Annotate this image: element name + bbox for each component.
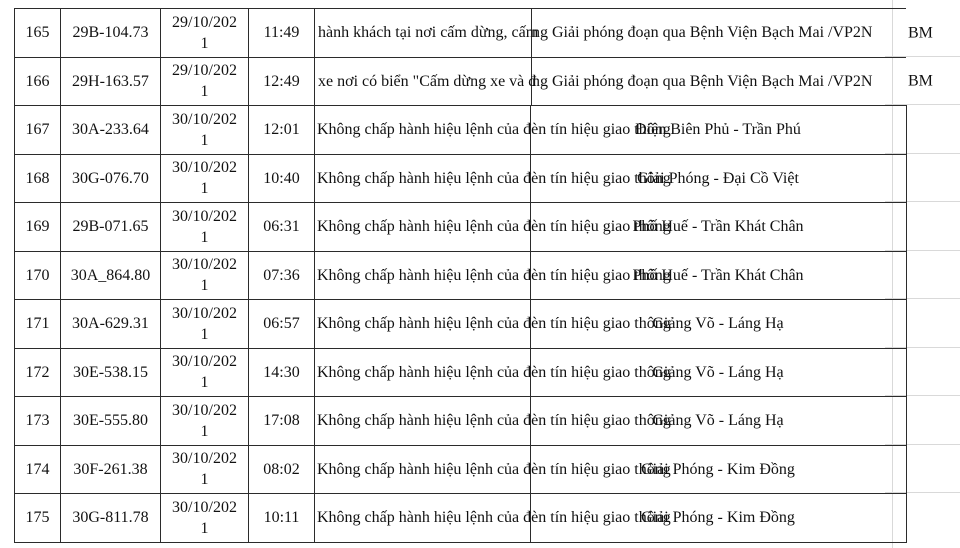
table-row[interactable] xyxy=(15,300,907,349)
overflow-place-text: ng Giải phóng đoạn qua Bệnh Viện Bạch Mai /VP2N xyxy=(532,24,873,42)
cell-stt[interactable]: 166 xyxy=(15,57,61,106)
table-row[interactable] xyxy=(15,251,907,300)
column-divider xyxy=(531,8,532,105)
cell-stt[interactable]: 165 xyxy=(15,9,61,58)
cell-place[interactable] xyxy=(530,57,933,106)
cell-plate[interactable]: 29B-104.73 xyxy=(61,9,161,58)
cell-time[interactable]: 08:02 xyxy=(249,445,315,494)
table-row[interactable] xyxy=(15,154,907,203)
cell-date[interactable]: 30/10/202 1 xyxy=(161,445,249,494)
cell-plate[interactable]: 30E-538.15 xyxy=(61,348,161,397)
cell-date[interactable]: 29/10/202 1 xyxy=(161,57,249,106)
cell-plate[interactable]: 30A-629.31 xyxy=(61,300,161,349)
cell-plate[interactable]: 30A_864.80 xyxy=(61,251,161,300)
cell-plate[interactable]: 29B-071.65 xyxy=(61,203,161,252)
cell-place[interactable]: Giải Phóng - Kim Đồng xyxy=(530,494,906,543)
violations-table-body xyxy=(15,9,933,543)
cell-stt[interactable]: 172 xyxy=(15,348,61,397)
cell-date[interactable]: 30/10/202 1 xyxy=(161,154,249,203)
cell-error[interactable]: Không chấp hành hiệu lệnh của đèn tín hiệu giao thông xyxy=(315,154,531,203)
cell-stt[interactable]: 168 xyxy=(15,154,61,203)
table-row[interactable] xyxy=(15,9,907,58)
overflow-error-text: xe nơi có biển "Cấm dừng xe và đ xyxy=(318,72,537,90)
cell-place[interactable]: Giải Phóng - Đại Cồ Việt xyxy=(530,154,906,203)
cell-place[interactable]: Giảng Võ - Láng Hạ xyxy=(530,300,906,349)
table-row[interactable] xyxy=(15,445,907,494)
cell-date[interactable]: 30/10/202 1 xyxy=(161,348,249,397)
cell-time[interactable]: 11:49 xyxy=(249,9,315,58)
cell-error[interactable] xyxy=(315,57,537,106)
violations-table xyxy=(14,8,933,543)
cell-plate[interactable]: 30G-811.78 xyxy=(61,494,161,543)
table-row[interactable] xyxy=(15,348,907,397)
cell-error[interactable]: Không chấp hành hiệu lệnh của đèn tín hiệu giao thông xyxy=(315,397,531,446)
cell-time[interactable]: 06:31 xyxy=(249,203,315,252)
cell-time[interactable]: 12:49 xyxy=(249,57,315,106)
cell-date[interactable]: 30/10/202 1 xyxy=(161,397,249,446)
cell-stt[interactable]: 173 xyxy=(15,397,61,446)
cell-stt[interactable]: 170 xyxy=(15,251,61,300)
cell-stt[interactable]: 169 xyxy=(15,203,61,252)
cell-place[interactable]: Giải Phóng - Kim Đồng xyxy=(530,445,906,494)
cell-plate[interactable]: 30A-233.64 xyxy=(61,106,161,155)
table-row[interactable] xyxy=(15,203,907,252)
cell-stt[interactable]: 174 xyxy=(15,445,61,494)
cell-place[interactable]: Giảng Võ - Láng Hạ xyxy=(530,397,906,446)
cell-date[interactable]: 30/10/202 1 xyxy=(161,494,249,543)
cell-date[interactable]: 30/10/202 1 xyxy=(161,300,249,349)
table-row[interactable] xyxy=(15,397,907,446)
cell-error[interactable]: Không chấp hành hiệu lệnh của đèn tín hiệu giao thông xyxy=(315,300,531,349)
cell-time[interactable]: 17:08 xyxy=(249,397,315,446)
cell-date[interactable]: 30/10/202 1 xyxy=(161,203,249,252)
cell-place[interactable]: Điện Biên Phủ - Trần Phú xyxy=(530,106,906,155)
cell-time[interactable]: 10:40 xyxy=(249,154,315,203)
cell-place[interactable]: Phố Huế - Trần Khát Chân xyxy=(530,203,906,252)
cell-time[interactable]: 06:57 xyxy=(249,300,315,349)
cell-time[interactable]: 07:36 xyxy=(249,251,315,300)
cell-plate[interactable]: 30G-076.70 xyxy=(61,154,161,203)
cell-error[interactable] xyxy=(315,9,539,58)
cell-date[interactable]: 30/10/202 1 xyxy=(161,106,249,155)
table-row[interactable] xyxy=(15,106,907,155)
overflow-place-text: ng Giải phóng đoạn qua Bệnh Viện Bạch Mai /VP2N xyxy=(532,72,873,90)
table-row[interactable] xyxy=(15,57,907,106)
table-row[interactable] xyxy=(15,494,907,543)
cell-plate[interactable]: 30E-555.80 xyxy=(61,397,161,446)
overflow-suffix-text: BM xyxy=(908,24,933,42)
cell-error[interactable]: Không chấp hành hiệu lệnh của đèn tín hiệu giao thông xyxy=(315,251,531,300)
cell-time[interactable]: 14:30 xyxy=(249,348,315,397)
cell-place[interactable]: Phố Huế - Trần Khát Chân xyxy=(530,251,906,300)
cell-time[interactable]: 12:01 xyxy=(249,106,315,155)
cell-plate[interactable]: 30F-261.38 xyxy=(61,445,161,494)
cell-error[interactable]: Không chấp hành hiệu lệnh của đèn tín hiệu giao thông xyxy=(315,106,531,155)
overflow-error-text: hành khách tại nơi cấm dừng, cấm xyxy=(318,24,539,42)
cell-stt[interactable]: 167 xyxy=(15,106,61,155)
cell-place[interactable]: Giảng Võ - Láng Hạ xyxy=(530,348,906,397)
cell-error[interactable]: Không chấp hành hiệu lệnh của đèn tín hiệu giao thông xyxy=(315,348,531,397)
overflow-suffix-text: BM xyxy=(908,72,933,90)
cell-plate[interactable]: 29H-163.57 xyxy=(61,57,161,106)
cell-date[interactable]: 30/10/202 1 xyxy=(161,251,249,300)
cell-date[interactable]: 29/10/202 1 xyxy=(161,9,249,58)
cell-error[interactable]: Không chấp hành hiệu lệnh của đèn tín hiệu giao thông xyxy=(315,203,531,252)
cell-time[interactable]: 10:11 xyxy=(249,494,315,543)
cell-stt[interactable]: 175 xyxy=(15,494,61,543)
cell-place[interactable] xyxy=(530,9,933,58)
cell-stt[interactable]: 171 xyxy=(15,300,61,349)
cell-error[interactable]: Không chấp hành hiệu lệnh của đèn tín hiệu giao thông xyxy=(315,445,531,494)
cell-error[interactable]: Không chấp hành hiệu lệnh của đèn tín hiệu giao thông xyxy=(315,494,531,543)
